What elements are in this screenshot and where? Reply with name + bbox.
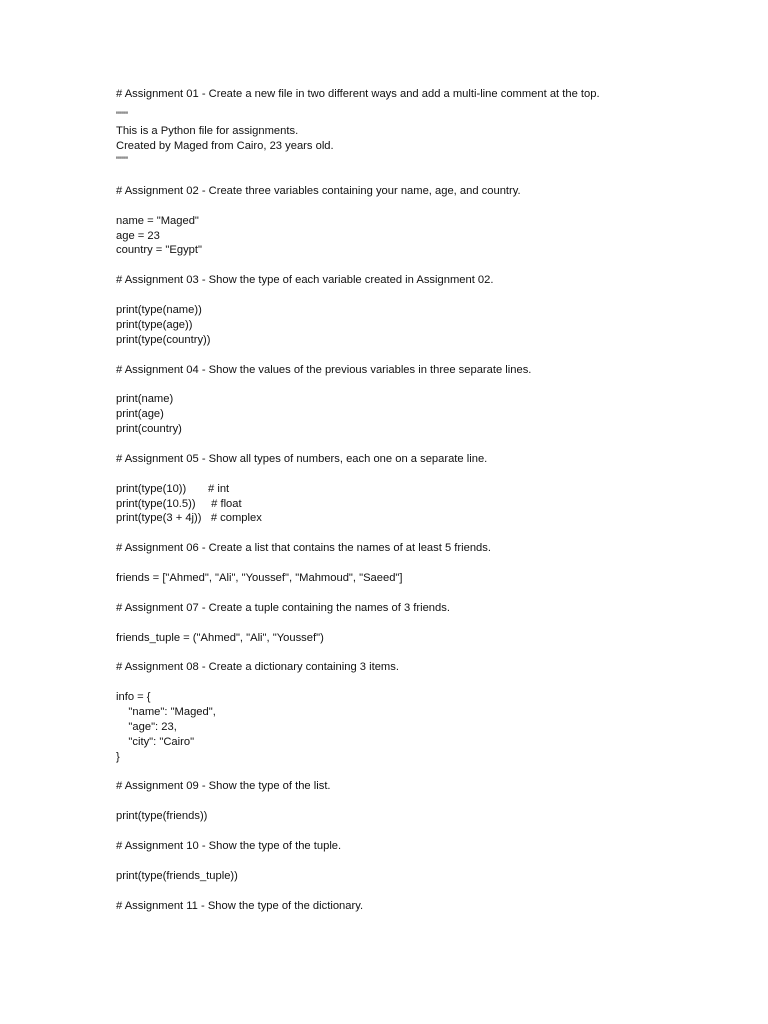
code-line: """ [116, 110, 128, 123]
paragraph-spacer [116, 765, 716, 780]
code-line: Created by Maged from Cairo, 23 years old. [116, 140, 334, 153]
paragraph-spacer [116, 556, 716, 571]
paragraph-spacer [116, 169, 716, 184]
paragraph-spacer [116, 854, 716, 869]
code-line: print(type(friends)) [116, 810, 208, 823]
code-line: print(type(3 + 4j)) # complex [116, 512, 262, 525]
code-line: "city": "Cairo" [116, 735, 195, 748]
paragraph-spacer [116, 348, 716, 363]
paragraph-spacer [116, 645, 716, 660]
document-body [116, 87, 716, 913]
code-line: } [116, 750, 120, 763]
assignment-heading: # Assignment 08 - Create a dictionary containing 3 items. [116, 661, 399, 674]
code-line: print(country) [116, 423, 182, 436]
code-line: print(type(10.5)) # float [116, 497, 242, 510]
paragraph-spacer [116, 526, 716, 541]
code-line: print(type(10)) # int [116, 482, 230, 495]
code-line: country = "Egypt" [116, 244, 202, 257]
paragraph-spacer [116, 288, 716, 303]
paragraph-spacer [116, 794, 716, 809]
paragraph-spacer [116, 616, 716, 631]
paragraph-spacer [116, 437, 716, 452]
paragraph-spacer [116, 824, 716, 839]
assignment-heading: # Assignment 02 - Create three variables containing your name, age, and country. [116, 184, 521, 197]
assignment-heading: # Assignment 07 - Create a tuple containing the names of 3 friends. [116, 601, 450, 614]
assignment-heading: # Assignment 06 - Create a list that contains the names of at least 5 friends. [116, 542, 491, 555]
code-line: """ [116, 155, 128, 168]
assignment-heading: # Assignment 01 - Create a new file in two different ways and add a multi-line comment at the top. [116, 88, 600, 100]
paragraph-spacer [116, 675, 716, 690]
code-line: print(name) [116, 393, 174, 406]
code-line: name = "Maged" [116, 214, 199, 227]
assignment-heading: # Assignment 03 - Show the type of each variable created in Assignment 02. [116, 274, 494, 287]
paragraph-spacer [116, 586, 716, 601]
code-line: info = { [116, 691, 151, 704]
code-line: This is a Python file for assignments. [116, 125, 299, 138]
code-line: friends = ["Ahmed", "Ali", "Youssef", "Mahmoud", "Saeed"] [116, 572, 403, 584]
code-line: age = 23 [116, 229, 160, 242]
paragraph-spacer [116, 258, 716, 273]
assignment-heading: # Assignment 05 - Show all types of numbers, each one on a separate line. [116, 452, 488, 465]
code-line: print(type(country)) [116, 333, 211, 346]
paragraph-spacer [116, 884, 716, 899]
code-line: print(age) [116, 408, 164, 421]
code-line: friends_tuple = ("Ahmed", "Ali", "Youssef") [116, 631, 324, 644]
paragraph-spacer [116, 467, 716, 482]
code-line: print(type(age)) [116, 318, 193, 331]
assignment-heading: # Assignment 09 - Show the type of the list. [116, 780, 331, 793]
code-line: print(type(friends_tuple)) [116, 869, 238, 882]
paragraph-spacer [116, 199, 716, 214]
code-line: "age": 23, [116, 720, 177, 733]
code-line: print(type(name)) [116, 303, 202, 316]
paragraph-spacer [116, 377, 716, 392]
paragraph-spacer [116, 102, 716, 110]
code-line: "name": "Maged", [116, 706, 216, 719]
assignment-heading: # Assignment 11 - Show the type of the dictionary. [116, 899, 364, 912]
assignment-heading: # Assignment 04 - Show the values of the previous variables in three separate lines. [116, 363, 532, 376]
assignment-heading: # Assignment 10 - Show the type of the tuple. [116, 840, 342, 853]
